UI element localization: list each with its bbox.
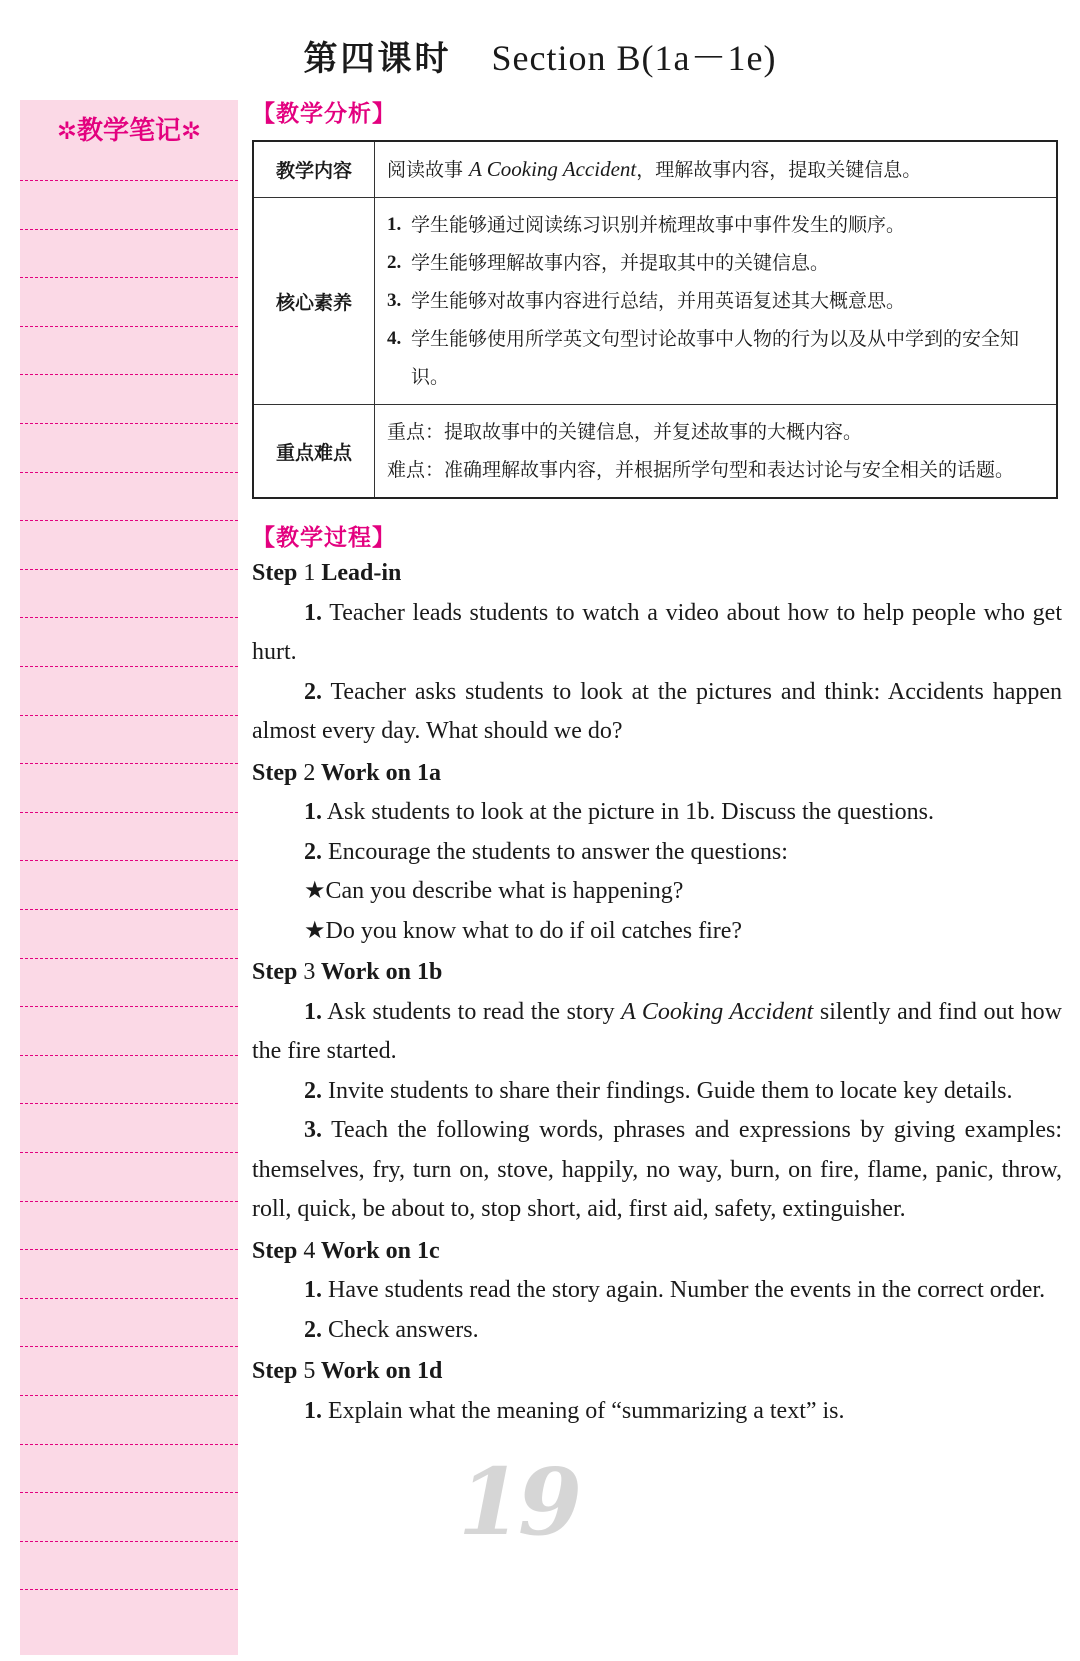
note-line [20, 374, 238, 375]
note-line [20, 1492, 238, 1493]
step-heading [252, 554, 1062, 594]
para-text: Ask students to read the story [327, 998, 622, 1025]
para-number: 2. [304, 678, 322, 705]
para-number: 2. [304, 1316, 322, 1343]
para-number: 1. [304, 998, 322, 1025]
question-item: ★Do you know what to do if oil catches fire? [304, 917, 743, 944]
paragraph [252, 1271, 1062, 1311]
para-number: 1. [304, 799, 322, 825]
note-line [20, 1346, 238, 1347]
item-number: 3. [387, 290, 402, 311]
para-number: 1. [304, 1397, 322, 1424]
note-line [20, 715, 238, 716]
para-text: Teach the following words, phrases and expressions by giving examples: themselves, fry, turn on, stove, happily, no way, burn, on fire, flame, panic, throw, roll, quick, be about to, stop short, aid, first aid, safety, extinguisher. [252, 1117, 1062, 1222]
item-text: 学生能够通过阅读练习识别并梳理故事中事件发生的顺序。 [411, 214, 906, 236]
note-line [20, 1103, 238, 1104]
content-text: 阅读故事 [387, 159, 470, 181]
item-number: 2. [387, 252, 402, 273]
difficulty-cell [375, 405, 1058, 499]
key-label: 重点： [387, 421, 445, 443]
paragraph [252, 993, 1062, 1072]
note-line [20, 1006, 238, 1007]
note-line [20, 1395, 238, 1396]
content-text: ，理解故事内容，提取关键信息。 [636, 159, 922, 181]
step-word: Step [252, 1358, 298, 1384]
story-title: A Cooking Accident [621, 998, 814, 1025]
note-line [20, 763, 238, 764]
step-title: Work on 1b [320, 959, 443, 985]
literacy-cell [375, 198, 1058, 405]
step-word: Step [252, 759, 298, 786]
process-heading: 【教学过程】 [252, 525, 396, 551]
step-number: 2 [303, 759, 316, 786]
note-line [20, 666, 238, 667]
step-heading [252, 754, 1062, 794]
note-line [20, 617, 238, 618]
analysis-table [252, 140, 1058, 499]
page-title [0, 30, 1080, 81]
note-line [20, 1298, 238, 1299]
para-number: 3. [304, 1117, 322, 1143]
paragraph [252, 594, 1062, 673]
step-number: 5 [303, 1358, 316, 1384]
step-title: Work on 1d [320, 1358, 443, 1384]
step-title: Lead-in [321, 560, 402, 586]
para-text: Encourage the students to answer the questions: [328, 838, 788, 865]
page-number: 19 [458, 1448, 579, 1556]
list-item [387, 244, 1044, 282]
process-body [252, 554, 1062, 1431]
key-text: 提取故事中的关键信息，并复述故事的大概内容。 [444, 421, 863, 443]
table-row [253, 141, 1057, 198]
row-label-literacy: 核心素养 [253, 198, 375, 405]
item-number: 4. [387, 328, 402, 349]
note-line [20, 1541, 238, 1542]
flower-icon: ✲ [56, 117, 77, 145]
note-line [20, 277, 238, 278]
note-line [20, 569, 238, 570]
step-heading [252, 1232, 1062, 1272]
paragraph [252, 1072, 1062, 1112]
para-text: Teacher asks students to look at the pictures and think: Accidents happen almost every day. What should we do? [252, 678, 1062, 744]
lesson-label: 第四课时 [303, 39, 452, 79]
hard-point [387, 451, 1044, 489]
paragraph [252, 833, 1062, 873]
hard-text: 准确理解故事内容，并根据所学句型和表达讨论与安全相关的话题。 [444, 459, 1015, 481]
table-row [253, 405, 1057, 499]
para-number: 2. [304, 838, 322, 865]
content-cell [375, 141, 1058, 198]
step-title: Work on 1c [320, 1237, 440, 1264]
item-text: 学生能够理解故事内容，并提取其中的关键信息。 [411, 252, 830, 274]
step-number: 3 [303, 959, 316, 985]
item-text: 学生能够对故事内容进行总结，并用英语复述其大概意思。 [411, 290, 906, 312]
note-line [20, 1444, 238, 1445]
section-label: Section B(1a－1e) [491, 38, 777, 78]
para-text: Invite students to share their findings. Guide them to locate key details. [328, 1077, 1013, 1104]
paragraph [252, 1392, 1062, 1432]
step-number: 4 [303, 1237, 316, 1264]
note-line [20, 423, 238, 424]
note-line [20, 958, 238, 959]
paragraph [252, 1111, 1062, 1230]
list-item [387, 320, 1044, 396]
note-line [20, 1152, 238, 1153]
notes-title: 教学笔记 [76, 116, 181, 146]
paragraph [252, 793, 1062, 833]
para-number: 1. [304, 599, 322, 626]
note-line [20, 812, 238, 813]
step-heading [252, 953, 1062, 993]
main-content [252, 95, 1062, 1431]
para-text: Explain what the meaning of “summarizing a text” is. [328, 1397, 845, 1424]
paragraph [252, 1311, 1062, 1351]
para-text: silently and find out how the fire started. [252, 998, 1063, 1064]
para-text: Teacher leads students to watch a video about how to help people who get hurt. [252, 599, 1062, 665]
notes-sidebar [20, 100, 238, 1655]
note-line [20, 472, 238, 473]
table-row [253, 198, 1057, 405]
note-line [20, 326, 238, 327]
note-line [20, 909, 238, 910]
note-line [20, 1249, 238, 1250]
para-number: 2. [304, 1077, 322, 1104]
key-point [387, 413, 1044, 451]
row-label-difficulty: 重点难点 [253, 405, 375, 499]
question-item: ★Can you describe what is happening? [304, 878, 684, 904]
row-label-content: 教学内容 [253, 141, 375, 198]
notes-header [20, 110, 238, 147]
flower-icon: ✲ [181, 117, 202, 145]
note-line [20, 180, 238, 181]
note-line [20, 1201, 238, 1202]
step-word: Step [252, 560, 298, 586]
analysis-heading: 【教学分析】 [252, 101, 396, 127]
item-text: 学生能够使用所学英文句型讨论故事中人物的行为以及从中学到的安全知识。 [411, 328, 1020, 388]
para-text: Ask students to look at the picture in 1b. Discuss the questions. [326, 799, 934, 825]
paragraph [252, 673, 1062, 752]
para-text: Have students read the story again. Number the events in the correct order. [328, 1277, 1046, 1303]
story-title: A Cooking Accident [469, 157, 637, 181]
note-line [20, 229, 238, 230]
para-number: 1. [304, 1277, 322, 1303]
note-line [20, 1055, 238, 1056]
step-word: Step [252, 1237, 298, 1264]
list-item [387, 206, 1044, 244]
para-text: Check answers. [328, 1316, 479, 1343]
item-number: 1. [387, 214, 402, 235]
step-word: Step [252, 959, 298, 985]
list-item [387, 282, 1044, 320]
step-number: 1 [303, 560, 316, 586]
note-line [20, 520, 238, 521]
step-heading [252, 1352, 1062, 1392]
note-line [20, 860, 238, 861]
note-line [20, 1589, 238, 1590]
hard-label: 难点： [387, 459, 445, 481]
step-title: Work on 1a [320, 759, 441, 786]
